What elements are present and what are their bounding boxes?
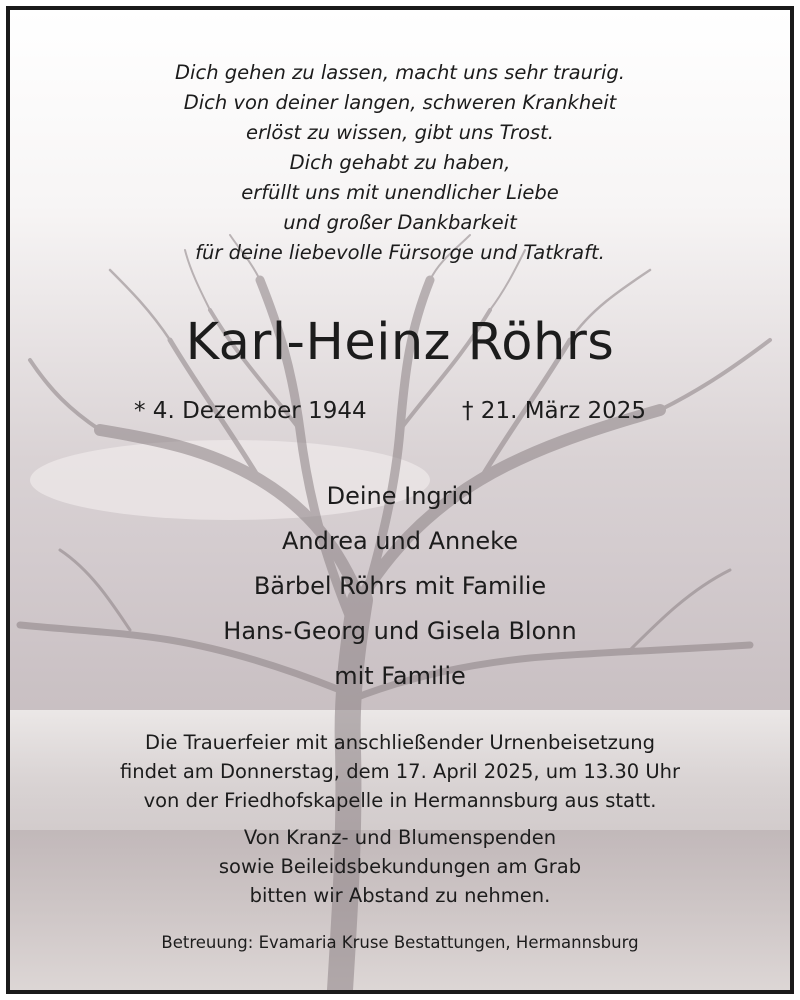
- flowers-note: [10, 823, 790, 910]
- mourner-line: Bärbel Röhrs mit Familie: [253, 572, 547, 600]
- verse-line: Dich von deiner langen, schweren Krankheit: [183, 91, 617, 114]
- flowers-note-line: bitten wir Abstand zu nehmen.: [249, 884, 551, 907]
- verse-line: erfüllt uns mit unendlicher Liebe: [241, 181, 559, 204]
- verse-line: erlöst zu wissen, gibt uns Trost.: [245, 121, 555, 144]
- deceased-name: Karl-Heinz Röhrs: [185, 313, 615, 372]
- verse-line: für deine liebevolle Fürsorge und Tatkraft.: [195, 241, 605, 264]
- mourner-line: Andrea und Anneke: [281, 527, 518, 555]
- birth-date: * 4. Dezember 1944: [134, 398, 367, 424]
- verse-line: und großer Dankbarkeit: [283, 211, 517, 234]
- funeral-info-line: von der Friedhofskapelle in Hermannsburg aus statt.: [143, 789, 657, 812]
- death-date: † 21. März 2025: [462, 398, 647, 424]
- memorial-verse: [10, 58, 790, 268]
- obituary-frame: [6, 6, 794, 994]
- verse-line: Dich gehen zu lassen, macht uns sehr traurig.: [175, 61, 625, 84]
- flowers-note-line: sowie Beileidsbekundungen am Grab: [218, 855, 582, 878]
- undertaker-credit: Betreuung: Evamaria Kruse Bestattungen, Hermannsburg: [161, 933, 639, 952]
- funeral-info-line: Die Trauerfeier mit anschließender Urnenbeisetzung: [145, 731, 655, 754]
- mourner-line: mit Familie: [334, 662, 466, 690]
- funeral-info: [10, 728, 790, 815]
- verse-line: Dich gehabt zu haben,: [289, 151, 511, 174]
- flowers-note-line: Von Kranz- und Blumenspenden: [243, 826, 557, 849]
- mourner-line: Deine Ingrid: [326, 482, 474, 510]
- mourner-line: Hans-Georg und Gisela Blonn: [223, 617, 577, 645]
- mourners-list: [10, 474, 790, 699]
- funeral-info-line: findet am Donnerstag, dem 17. April 2025, um 13.30 Uhr: [119, 760, 680, 783]
